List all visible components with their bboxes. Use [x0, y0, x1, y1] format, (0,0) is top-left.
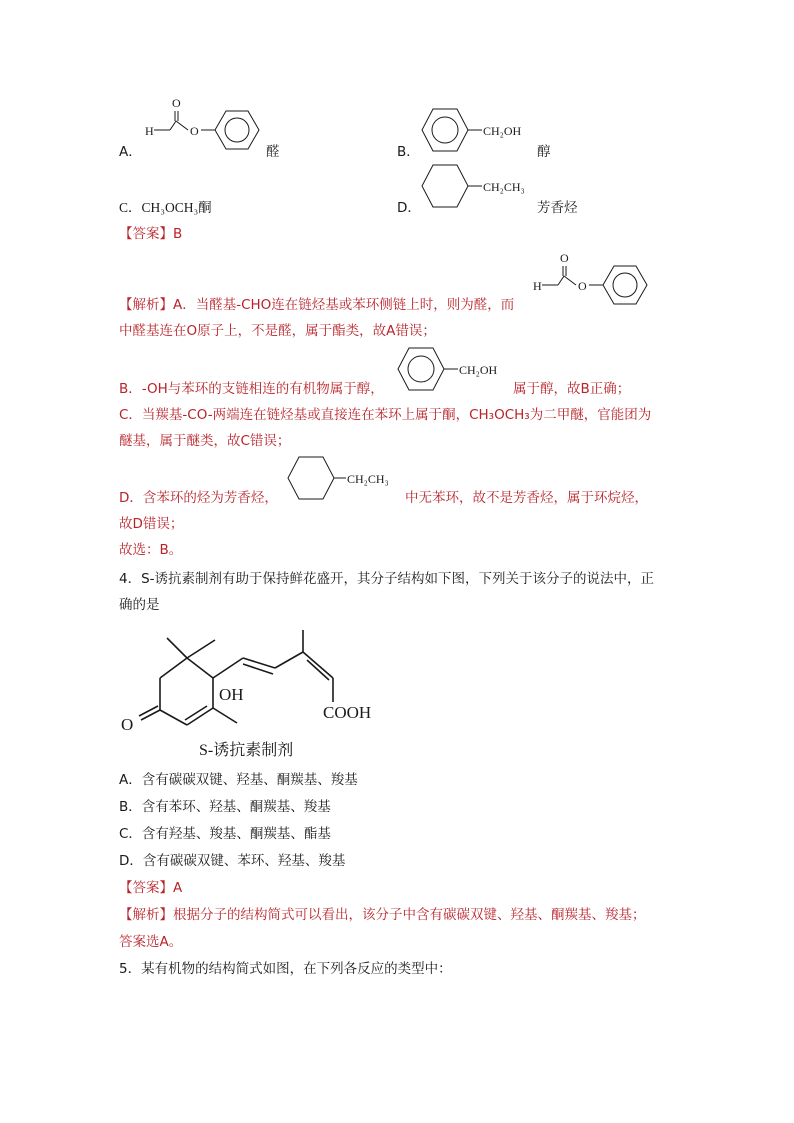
svg-text:COOH: COOH: [323, 703, 372, 722]
q4-explanation-line1: 【解析】根据分子的结构简式可以看出，该分子中含有碳碳双键、羟基、酮羰基、羧基；: [119, 907, 646, 923]
benzyl-alcohol-structure: [420, 104, 540, 158]
svg-text:O: O: [172, 96, 181, 110]
q4-explanation-line2: 答案选A。: [119, 934, 183, 950]
svg-text:CH₂CH₃: CH₂CH₃: [483, 180, 525, 194]
svg-text:O: O: [560, 251, 569, 265]
q4-answer: 【答案】A: [119, 880, 183, 896]
svg-text:O: O: [190, 124, 199, 138]
option-a-letter: A．: [119, 144, 142, 160]
q3-explanation-line4a: D．含苯环的烃为芳香烃，: [119, 490, 278, 506]
q3-explanation-line3a: C．当羰基-CO-两端连在链烃基或直接连在苯环上属于酮，CH₃OCH₃为二甲醚，官能团为: [119, 407, 652, 423]
q3-explanation-line2a: B．-OH与苯环的支链相连的有机物属于醇，: [119, 381, 384, 397]
q3-explanation-line1: 【解析】A．当醛基-CHO连在链烃基或苯环侧链上时，则为醛，而: [119, 297, 515, 313]
q3-explanation-line1b: 中醛基连在O原子上，不是醛，属于酯类，故A错误；: [119, 323, 436, 339]
q4-option-b: B．含有苯环、羟基、酮羰基、羧基: [119, 799, 331, 815]
ethylcyclohexane-structure: [420, 160, 550, 216]
q3-explanation-line2b: 属于醇，故B正确；: [513, 381, 631, 397]
option-c-text: C．CH₃OCH₃酮: [119, 200, 212, 215]
ethylcyclohexane-structure-explanation: [286, 452, 406, 508]
svg-text:CH₂OH: CH₂OH: [459, 363, 498, 377]
option-d-label: 芳香烃: [537, 200, 578, 216]
q3-answer: 【答案】B: [119, 226, 183, 242]
q3-explanation-line4c: 故D错误；: [119, 516, 184, 532]
svg-text:OH: OH: [219, 685, 244, 704]
q5-stem: 5．某有机物的结构简式如图，在下列各反应的类型中：: [119, 961, 452, 977]
q4-option-d: D．含有碳碳双键、苯环、羟基、羧基: [119, 853, 346, 869]
q4-option-c: C．含有羟基、羧基、酮羰基、酯基: [119, 826, 331, 842]
svg-text:CH₂CH₃: CH₂CH₃: [347, 472, 389, 486]
benzyl-alcohol-structure-explanation: [396, 343, 516, 397]
svg-text:O: O: [578, 279, 587, 293]
svg-text:CH₂OH: CH₂OH: [483, 124, 522, 138]
q4-option-a: A．含有碳碳双键、羟基、酮羰基、羧基: [119, 772, 358, 788]
option-a-label: 醛: [266, 144, 280, 160]
svg-text:O: O: [121, 715, 134, 734]
formate-ester-structure-explanation: [530, 252, 660, 312]
figure-caption: S-诱抗素制剂: [199, 742, 294, 759]
formate-ester-structure: [140, 95, 270, 160]
q3-explanation-line3b: 醚基，属于醚类，故C错误；: [119, 433, 291, 449]
q3-explanation-line4b: 中无苯环，故不是芳香烃，属于环烷烃，: [405, 490, 648, 506]
q4-stem-line2: 确的是: [119, 597, 160, 613]
svg-text:H: H: [533, 279, 542, 293]
q3-conclusion: 故选：B。: [119, 542, 183, 558]
q4-stem-line1: 4．S-诱抗素制剂有助于保持鲜花盛开，其分子结构如下图，下列关于该分子的说法中，正: [119, 571, 655, 587]
option-b-label: 醇: [537, 144, 551, 160]
svg-text:H: H: [145, 124, 154, 138]
option-d-letter: D．: [397, 200, 421, 216]
option-b-letter: B．: [397, 144, 420, 160]
